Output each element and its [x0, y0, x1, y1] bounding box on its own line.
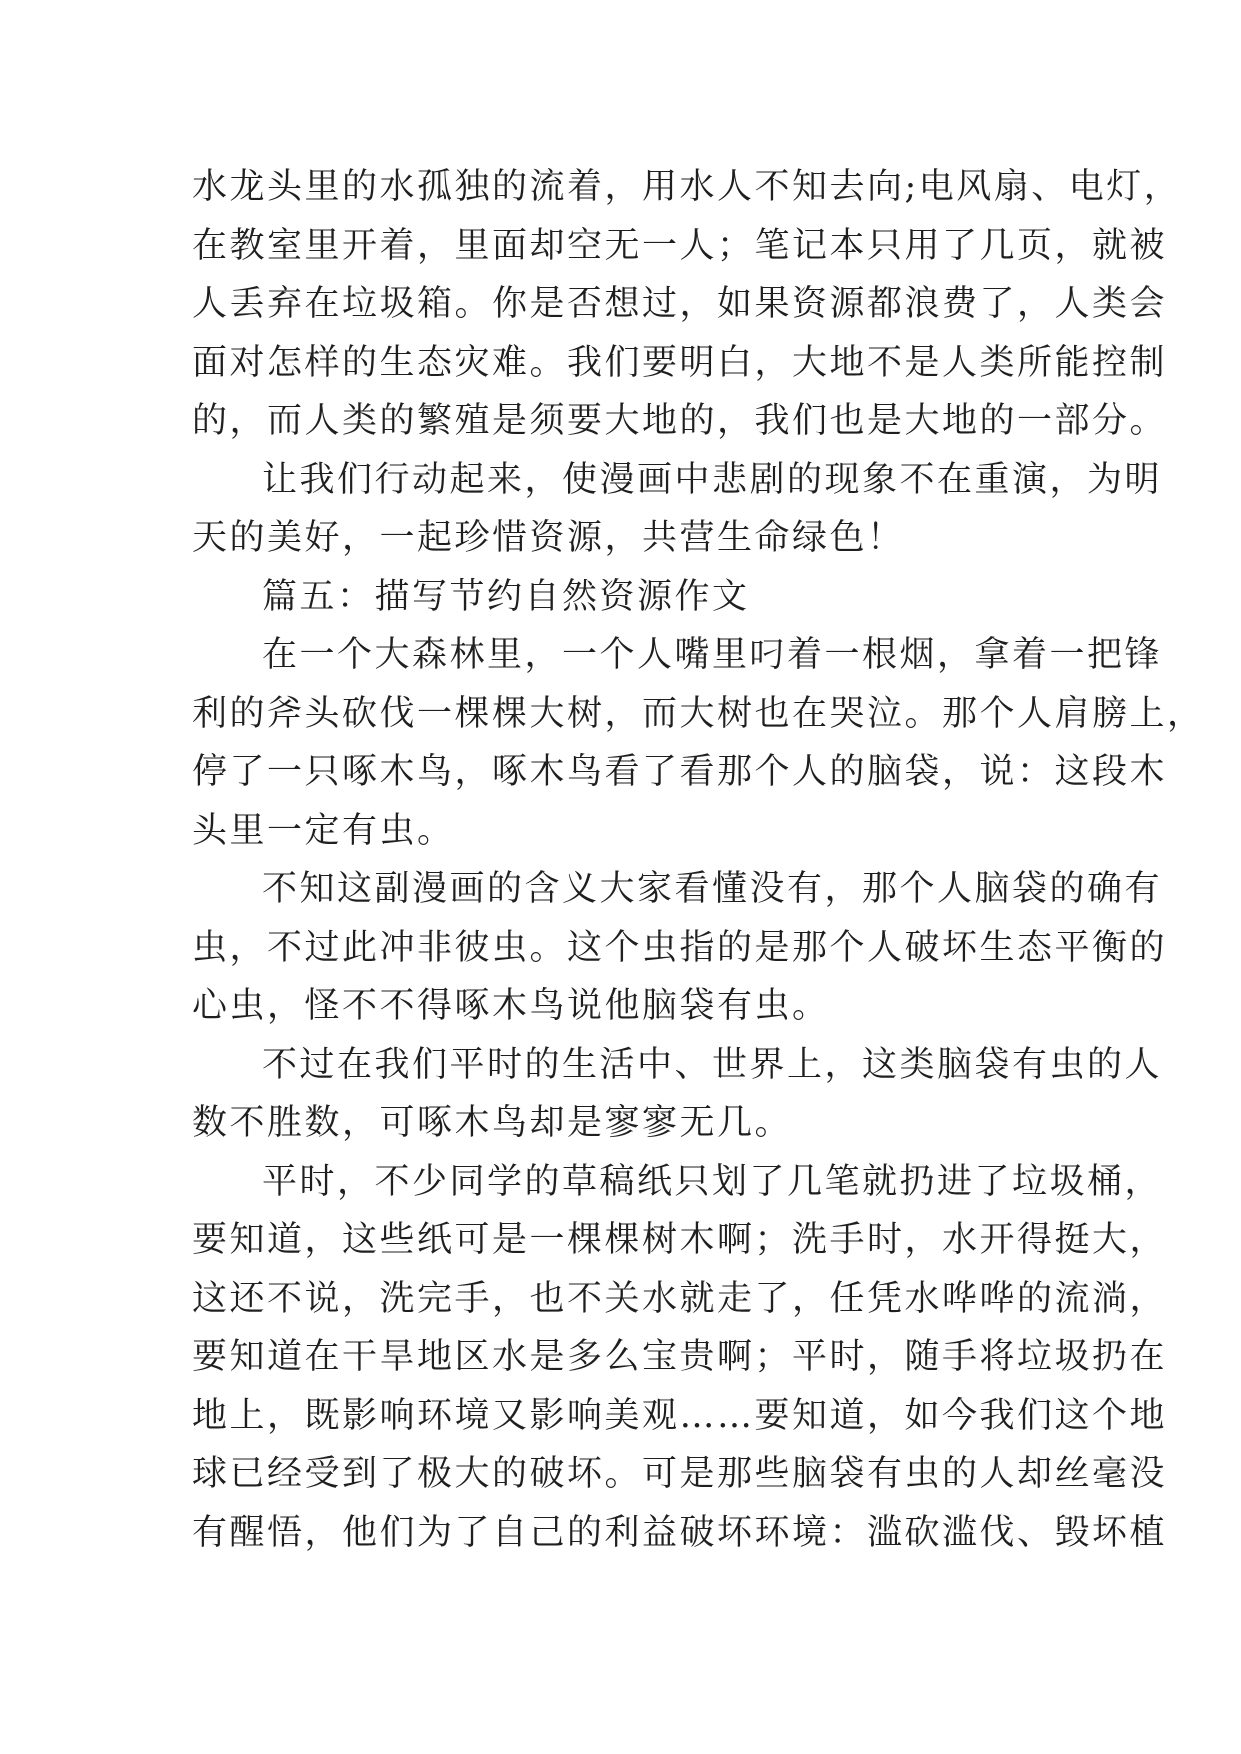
- text-line: 在教室里开着，里面却空无一人；笔记本只用了几页，就被: [192, 225, 1168, 266]
- text-line: 不过在我们平时的生活中、世界上，这类脑袋有虫的人: [262, 1044, 1163, 1085]
- essay-text: [192, 158, 1205, 1562]
- text-line: 在一个大森林里，一个人嘴里叼着一根烟，拿着一把锋: [262, 635, 1163, 675]
- text-line: 平时，不少同学的草稿纸只划了几笔就扔进了垃圾桶，: [262, 1161, 1163, 1202]
- text-line: 篇五：描写节约自然资源作文: [262, 576, 750, 617]
- text-line: 水龙头里的水孤独的流着，用水人不知去向;电风扇、电灯，: [192, 167, 1182, 207]
- text-line: 这还不说，洗完手，也不关水就走了，任凭水哗哗的流淌，: [192, 1278, 1168, 1319]
- text-line: 天的美好，一起珍惜资源，共营生命绿色！: [192, 518, 905, 558]
- text-line: 利的斧头砍伐一棵棵大树，而大树也在哭泣。那个人肩膀上，: [192, 693, 1205, 734]
- text-line: 让我们行动起来，使漫画中悲剧的现象不在重演，为明: [262, 459, 1163, 500]
- text-line: 头里一定有虫。: [192, 810, 455, 851]
- text-line: 停了一只啄木鸟，啄木鸟看了看那个人的脑袋，说：这段木: [192, 752, 1168, 792]
- text-line: 有醒悟，他们为了自己的利益破坏环境：滥砍滥伐、毁坏植: [192, 1512, 1168, 1553]
- text-line: 的，而人类的繁殖是须要大地的，我们也是大地的一部分。: [192, 401, 1168, 441]
- text-line: 虫，不过此冲非彼虫。这个虫指的是那个人破坏生态平衡的: [192, 927, 1168, 968]
- text-line: 心虫，怪不不得啄木鸟说他脑袋有虫。: [192, 986, 830, 1026]
- text-line: 要知道在干旱地区水是多么宝贵啊；平时，随手将垃圾扔在: [192, 1337, 1168, 1377]
- text-line: 要知道，这些纸可是一棵棵树木啊；洗手时，水开得挺大，: [192, 1220, 1168, 1260]
- text-line: 人丢弃在垃圾箱。你是否想过，如果资源都浪费了，人类会: [192, 284, 1168, 324]
- text-line: 面对怎样的生态灾难。我们要明白，大地不是人类所能控制: [192, 342, 1168, 383]
- text-line: 球已经受到了极大的破坏。可是那些脑袋有虫的人却丝毫没: [192, 1454, 1168, 1494]
- text-line: 数不胜数，可啄木鸟却是寥寥无几。: [192, 1103, 793, 1143]
- text-line: 地上，既影响环境又影响美观……要知道，如今我们这个地: [192, 1395, 1168, 1436]
- text-line: 不知这副漫画的含义大家看懂没有，那个人脑袋的确有: [262, 869, 1163, 909]
